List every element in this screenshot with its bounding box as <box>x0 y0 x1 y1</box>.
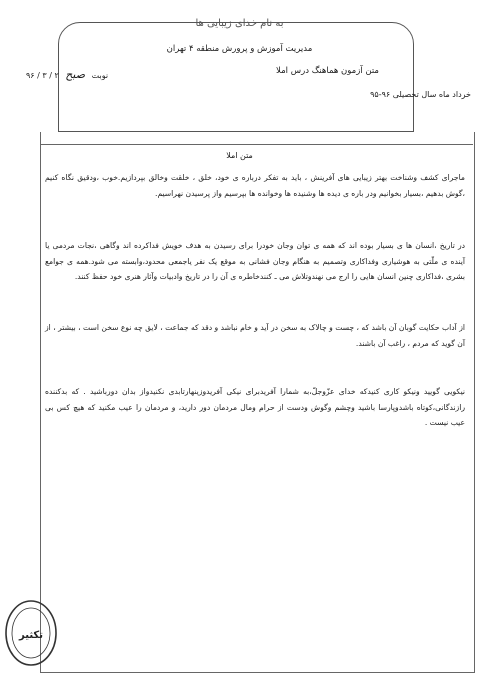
dictation-title: متن املا <box>226 151 253 160</box>
stamp-text: تکثیر <box>19 630 43 641</box>
shift-label: نوبت <box>91 71 109 80</box>
date-numbers: ۲ / ۳ / ۹۶ <box>26 71 59 80</box>
paragraph-2: در تاریخ ،انسان ها ی بسیار بوده اند که همه ی توان وجان خودرا برای رسیدن به هدف خویش فداکرده اند وگاهی ،نجات مردمی یا آینده ی ملّتی به هوشیاری وفداکاری وتصمیم به هنگام وجان فشانی به موقع یک نفر یاجمعی محدود،وابسته می شود.همه ی جوامع بشری ،فداکاری چنین انسان هایی را ارج می نهندوتلاش می ـ کنندخاطره ی آن را در تاریخ وادبیات وآثار هنری خود حفظ کنند. <box>45 241 465 281</box>
paragraph-3: از آداب حکایت گوبان آن باشد که ، چست و چالاک به سخن در آید و خام نباشد و دقد که جماعت ، لایق چه نوع سخن است ، بیشتر ، از آن گوید که مردم ، راغب آن باشند. <box>45 323 465 348</box>
bismillah-line: به نام خدای زیبایی ها <box>195 18 284 29</box>
subject-line: متن آزمون هماهنگ درس املا <box>276 66 379 76</box>
date-shift-row <box>22 68 108 81</box>
copy-stamp-icon <box>4 598 58 668</box>
paragraph-1: ماجرای کشف وشناخت بهتر زیبایی های آفرینش ، باید به تفکر درباره ی خود، خلق ، خلقت وخالق بپردازیم.خوب ،ودقیق نگاه کنیم ،گوش بدهیم ،بسیار بخوانیم ودر باره ی دیده ها وشنیده ها وخوانده ها بپرسیم واز پرسیدن نهراسیم. <box>45 173 465 198</box>
organization-line: مدیریت آموزش و پرورش منطقه ۴ تهران <box>166 44 313 54</box>
exam-date: خرداد ماه سال تحصیلی ۹۶-۹۵ <box>370 90 471 99</box>
body-divider <box>40 144 473 145</box>
shift-handwritten: صبح <box>65 68 86 81</box>
paragraph-4: نیکویی گویید ونیکو کاری کنیدکه خدای عزّوجلّ،به شمارا آفریدبرای نیکی آفریدوزینهارتابدی نکنیدواز بدان دورباشید . که بدکننده رازندگانی،کوتاه باشدوپارسا باشید وچشم وگوش ودست از حرام ومال مردمان دور دارید، و مردمان را عیب مکنید که هیچ کس بی عیب نیست . <box>45 387 465 427</box>
header-frame <box>58 22 414 132</box>
